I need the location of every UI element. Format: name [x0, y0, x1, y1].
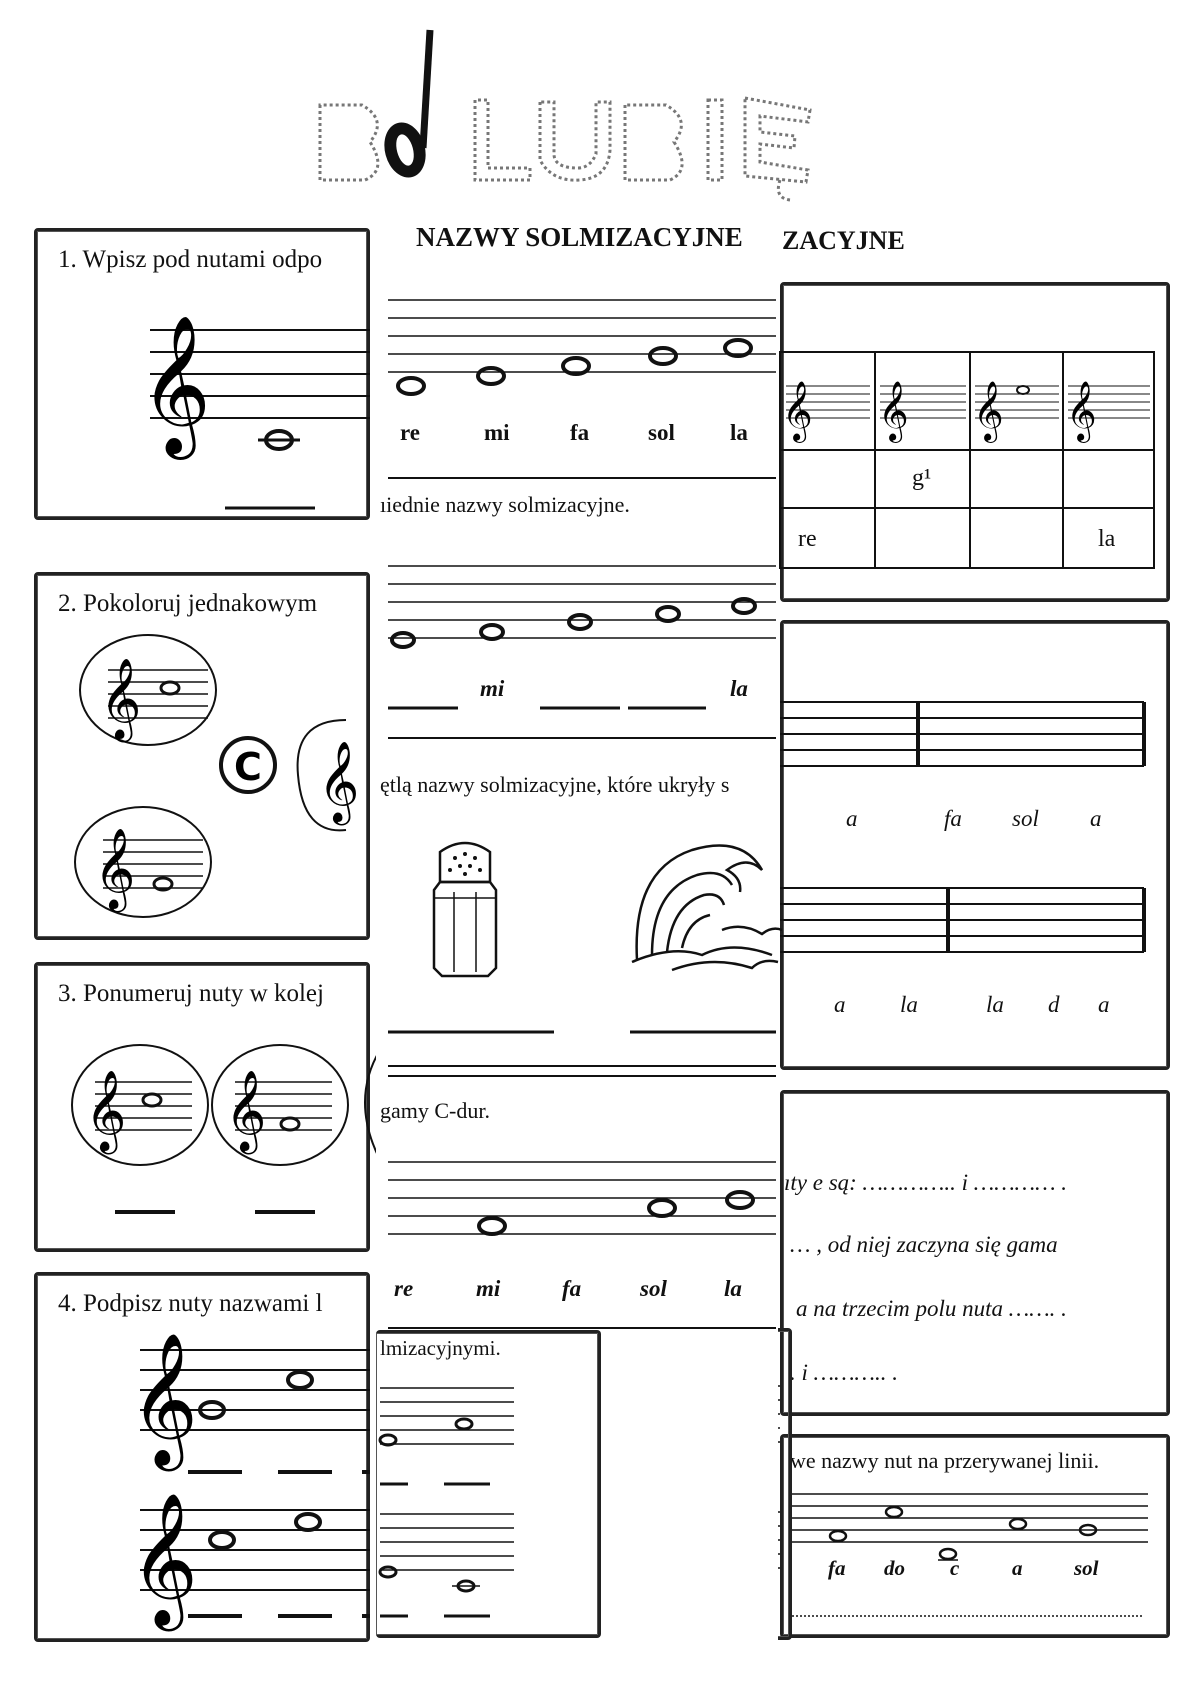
front-title: NAZWY SOLMIZACYJNE	[416, 222, 743, 252]
row2-label-0: a	[834, 992, 846, 1017]
row2-label-2: la	[986, 992, 1004, 1017]
row1-label-sol: sol	[648, 420, 675, 445]
svg-text:𝄞: 𝄞	[225, 1069, 267, 1151]
wave-icon	[632, 830, 782, 970]
task2-text: 2. Pokoloruj jednakowym	[58, 590, 318, 617]
svg-text:𝄞: 𝄞	[140, 315, 211, 454]
front-instruction-1: ıiednie nazwy solmizacyjne.	[380, 492, 630, 517]
last-label-0: fa	[828, 1556, 846, 1580]
task3-notes	[70, 1040, 400, 1220]
front-instruction-3: gamy C-dur.	[380, 1098, 490, 1123]
task2-notes	[78, 640, 408, 920]
row1-label-3: a	[1090, 806, 1102, 831]
grid-cell-la: la	[1098, 526, 1116, 552]
row3-label-mi: mi	[476, 1276, 501, 1301]
svg-text:𝄞: 𝄞	[100, 657, 142, 739]
task4-staves	[130, 1330, 370, 1630]
svg-text:𝄞: 𝄞	[782, 381, 813, 441]
row3-label-la: la	[724, 1276, 742, 1301]
svg-text:𝄞: 𝄞	[973, 381, 1004, 441]
row2-label-4: a	[1098, 992, 1110, 1017]
svg-text:𝄞: 𝄞	[85, 1069, 127, 1151]
svg-text:C: C	[234, 745, 262, 789]
front-bottom-staves	[380, 1380, 530, 1640]
svg-text:𝄞: 𝄞	[318, 740, 360, 822]
grid-cell-g1: g¹	[912, 465, 932, 491]
front-row3-staff	[376, 1150, 776, 1350]
text-line-4: . i ……….. .	[790, 1360, 898, 1385]
text-line-2: … , od niej zaczyna się gama	[790, 1232, 1058, 1257]
row1-label-la: la	[730, 420, 748, 445]
note-grid	[780, 350, 1156, 568]
row2-label-mi: mi	[480, 676, 505, 701]
header-logo	[290, 20, 850, 200]
text-line-3: a na trzecim polu nuta ……. .	[796, 1296, 1067, 1321]
task4-text: 4. Podpisz nuty nazwami l	[58, 1290, 323, 1317]
back-title-fragment: ZACYJNE	[782, 226, 905, 255]
task1-text: 1. Wpisz pod nutami odpo	[58, 246, 323, 273]
task1-staff	[140, 300, 370, 480]
row3-label-fa: fa	[562, 1276, 582, 1301]
row2-label-la: la	[730, 676, 748, 701]
row1-label-fa: fa	[570, 420, 590, 445]
row3-label-re: re	[394, 1276, 414, 1301]
last-label-4: sol	[1074, 1556, 1099, 1580]
grid-cell-re: re	[798, 526, 817, 552]
svg-text:𝄞: 𝄞	[94, 827, 136, 909]
front-instruction-4: lmizacyjnymi.	[380, 1336, 501, 1360]
text-line-1: ıty e są: ………….. i ………… .	[784, 1170, 1068, 1195]
row1-label-0: a	[846, 806, 858, 831]
row3-label-sol: sol	[640, 1276, 667, 1301]
front-answer-lines	[376, 1000, 776, 1090]
svg-text:𝄞: 𝄞	[878, 381, 909, 441]
front-instruction-2: ętlą nazwy solmizacyjne, które ukryły s	[380, 772, 730, 797]
row1-label-1: fa	[944, 806, 962, 831]
last-task-text: we nazwy nut na przerywanej linii.	[790, 1448, 1100, 1473]
task3-text: 3. Ponumeruj nuty w kolej	[58, 980, 324, 1007]
row1-label-2: sol	[1012, 806, 1039, 831]
svg-text:𝄞: 𝄞	[1066, 381, 1097, 441]
row1-label-re: re	[400, 420, 421, 445]
row2-label-3: d	[1048, 992, 1060, 1017]
svg-text:𝄞: 𝄞	[130, 1492, 198, 1626]
staff-rows	[780, 700, 1150, 1030]
row1-label-mi: mi	[484, 420, 510, 445]
front-row1-staff	[376, 290, 776, 490]
last-label-1: do	[884, 1556, 905, 1580]
front-row2-staff	[376, 560, 776, 760]
last-staff	[792, 1480, 1152, 1630]
row2-label-1: la	[900, 992, 918, 1017]
last-label-3: a	[1012, 1556, 1023, 1580]
last-label-2: c	[950, 1556, 960, 1580]
salt-shaker-icon	[420, 840, 510, 980]
logo-art	[290, 20, 850, 200]
svg-text:𝄞: 𝄞	[130, 1332, 198, 1466]
